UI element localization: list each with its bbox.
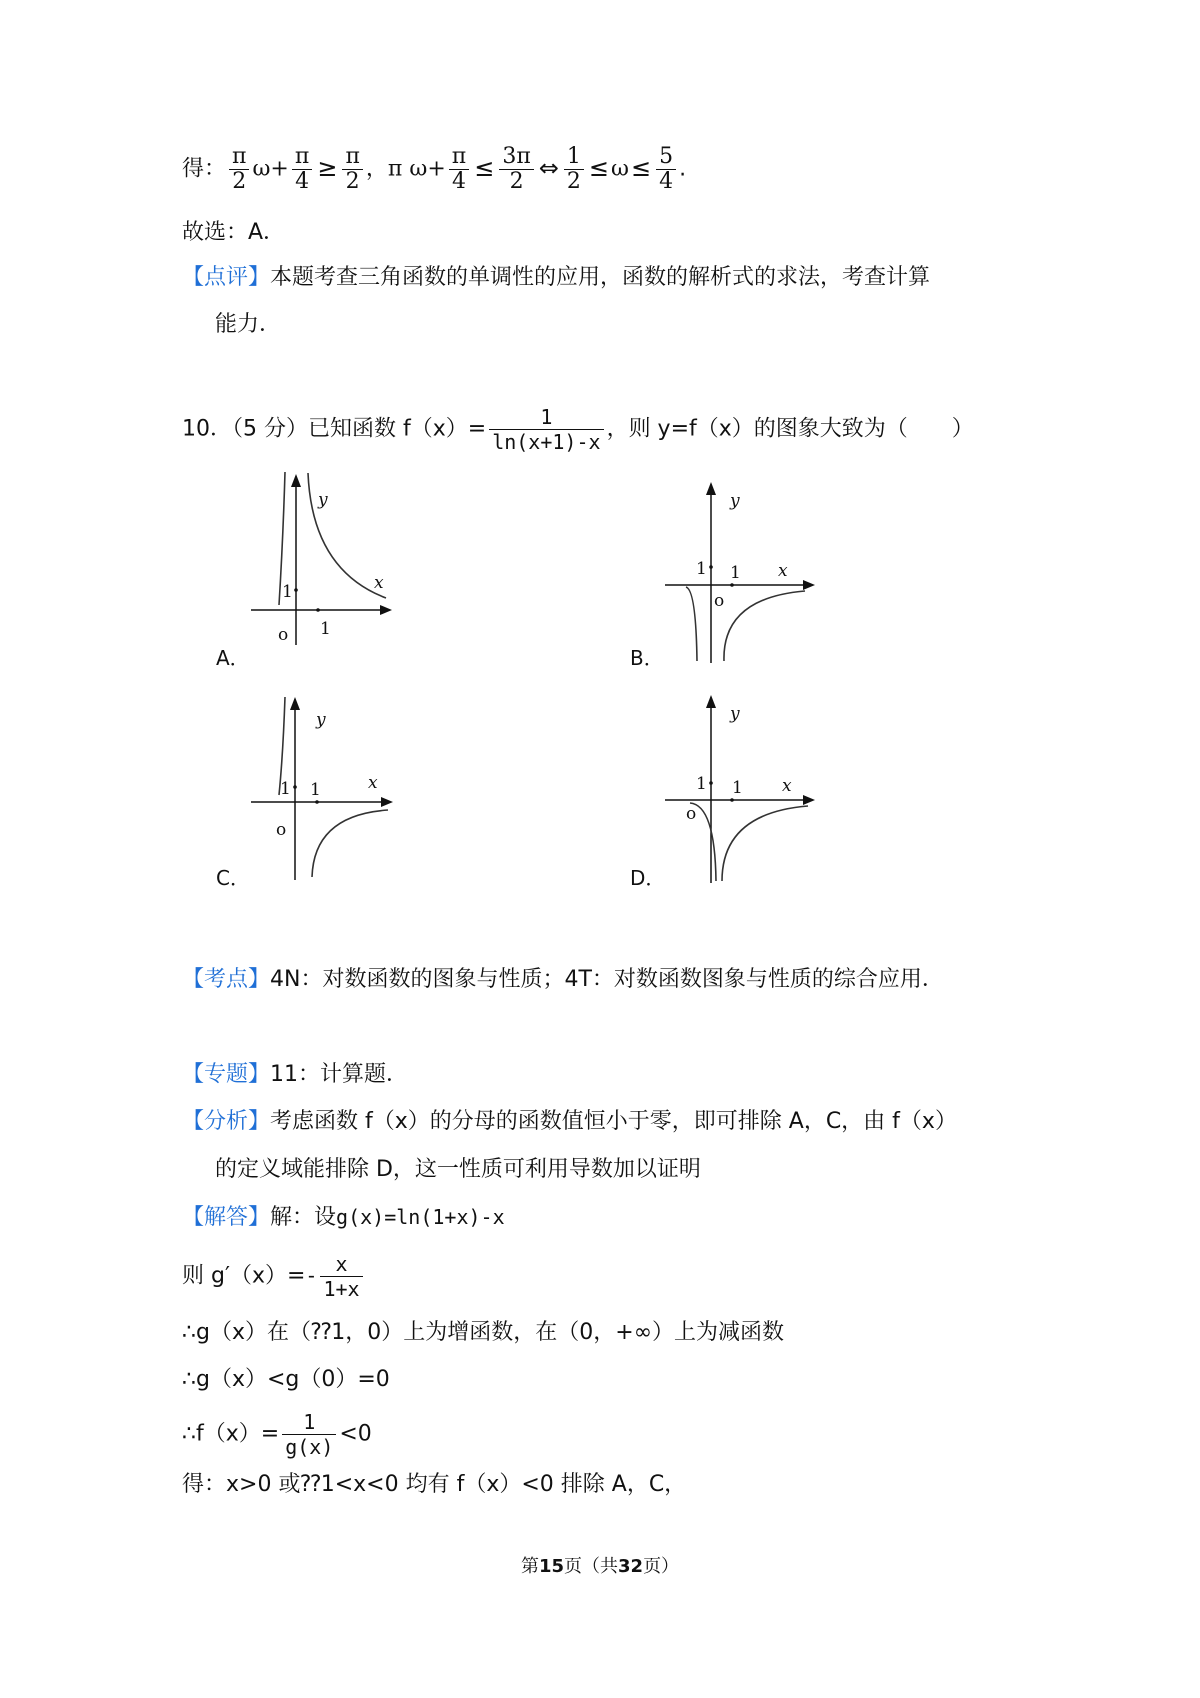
- page-number: 15: [538, 1556, 564, 1577]
- tick-y1: [709, 565, 713, 569]
- option-d-graph: [660, 693, 820, 883]
- right-branch: [312, 810, 388, 877]
- x-arrow-icon: [381, 797, 393, 807]
- footer-post: 页）: [643, 1556, 680, 1577]
- question-fraction: $\frac{1}{\ln(x+1)-x}$: [489, 405, 603, 454]
- prefix: 得：: [182, 156, 227, 182]
- option-b-label: B．: [630, 646, 664, 670]
- x-tick-label: 1: [320, 619, 331, 639]
- g-definition: g(x)=ln(1+x)-x: [336, 1205, 505, 1229]
- tick-y1: [293, 785, 297, 789]
- ge-sign: ≥: [317, 153, 338, 182]
- omega: ω: [611, 156, 629, 182]
- f-suffix: <0: [339, 1421, 372, 1447]
- minus-sign: -: [305, 1263, 318, 1288]
- answer-line: 故选：A．: [182, 220, 286, 245]
- jieda-tag: 【解答】: [182, 1205, 271, 1230]
- option-c-graph: [246, 695, 396, 880]
- f-fraction: $\frac{1}{g(x)}$: [282, 1410, 336, 1459]
- comment-line: [182, 263, 930, 293]
- derivative-prefix: 则 g′（x）=: [182, 1263, 306, 1289]
- tick-x1: [315, 800, 319, 804]
- right-branch: [722, 806, 808, 881]
- zhuanti-text: 11：计算题．: [270, 1062, 409, 1087]
- fenxi-continuation: 的定义域能排除 D，这一性质可利用导数加以证明: [215, 1157, 701, 1182]
- option-b-graph: [660, 478, 820, 663]
- pi-omega-term: π ω+: [387, 156, 446, 182]
- f-negative-line: [182, 1410, 372, 1459]
- comment-tag: 【点评】: [182, 265, 271, 290]
- frac-1-2: $\frac{1}{2}$: [564, 145, 584, 194]
- f-prefix: ∴f（x）=: [182, 1421, 280, 1447]
- option-a-label: A．: [216, 646, 250, 670]
- fenxi-tag: 【分析】: [182, 1109, 271, 1134]
- x-axis-label: x: [778, 561, 788, 581]
- fenxi-line: [182, 1107, 957, 1137]
- iff-sign: ⇔: [538, 153, 559, 182]
- g-negative-line: ∴g（x）<g（0）=0: [182, 1367, 390, 1392]
- frac-pi-4: $\frac{\pi}{4}$: [292, 145, 312, 194]
- footer-pre: 第: [520, 1556, 539, 1577]
- question-suffix: ，则 y=f（x）的图象大致为（ ）: [606, 416, 974, 442]
- option-c-label: C．: [216, 866, 250, 890]
- right-branch: [724, 591, 805, 661]
- x-axis-label: x: [374, 573, 384, 593]
- jieda-prefix: 解：设: [270, 1205, 337, 1230]
- page-total: 32: [618, 1556, 644, 1577]
- fenxi-text: 考虑函数 f（x）的分母的函数值恒小于零，即可排除 A，C，由 f（x）: [270, 1109, 957, 1134]
- y-arrow-icon: [706, 482, 716, 495]
- separator: ，: [365, 156, 388, 182]
- derivative-line: [182, 1252, 366, 1301]
- frac-5-4: $\frac{5}{4}$: [656, 145, 676, 194]
- kaodian-line: [182, 965, 944, 995]
- comment-continuation: 能力．: [215, 312, 282, 337]
- tick-x1: [316, 608, 320, 612]
- footer-mid: 页（共: [564, 1556, 618, 1577]
- y-axis-label: y: [730, 491, 740, 511]
- x-tick-label: 1: [310, 780, 321, 800]
- origin-label: o: [278, 625, 289, 645]
- zhuanti-line: [182, 1060, 408, 1090]
- option-d-label: D．: [630, 866, 666, 890]
- tick-y1: [709, 781, 713, 785]
- x-axis-label: x: [368, 773, 378, 793]
- frac-pi-2b: $\frac{\pi}{2}$: [342, 145, 362, 194]
- y-tick-label: 1: [280, 779, 291, 799]
- frac-pi-2: $\frac{\pi}{2}$: [229, 145, 249, 194]
- option-a-graph: [246, 470, 396, 645]
- le-sign: ≤: [474, 153, 495, 182]
- x-arrow-icon: [803, 795, 815, 805]
- period: .: [679, 156, 687, 182]
- y-arrow-icon: [706, 695, 716, 708]
- x-arrow-icon: [803, 580, 815, 590]
- prev-derivation-line: [182, 145, 686, 194]
- x-tick-label: 1: [730, 563, 741, 583]
- monotonic-line: ∴g（x）在（⁇1，0）上为增函数，在（0，+∞）上为减函数: [182, 1320, 785, 1345]
- tick-y1: [294, 588, 298, 592]
- y-arrow-icon: [291, 474, 301, 487]
- x-tick-label: 1: [732, 778, 743, 798]
- origin-label: o: [276, 820, 287, 840]
- y-tick-label: 1: [282, 582, 293, 602]
- comment-text: 本题考查三角函数的单调性的应用，函数的解析式的求法，考查计算: [270, 265, 931, 290]
- question-prefix: 10．（5 分）已知函数 f（x）=: [182, 416, 487, 442]
- y-axis-label: y: [318, 490, 328, 510]
- tick-x1: [730, 583, 734, 587]
- omega-term: ω+: [252, 156, 289, 182]
- frac-pi-4b: $\frac{\pi}{4}$: [449, 145, 469, 194]
- y-tick-label: 1: [696, 774, 707, 794]
- page-footer: [0, 1552, 1200, 1578]
- origin-label: o: [686, 804, 697, 824]
- left-branch: [686, 587, 697, 661]
- kaodian-tag: 【考点】: [182, 967, 271, 992]
- y-arrow-icon: [290, 697, 300, 710]
- frac-3pi-2: $\frac{3\pi}{2}$: [499, 145, 533, 194]
- tick-x1: [730, 798, 734, 802]
- y-axis-label: y: [316, 710, 326, 730]
- x-arrow-icon: [380, 605, 392, 615]
- derivative-fraction: $\frac{x}{1+x}$: [320, 1252, 362, 1301]
- kaodian-text: 4N：对数函数的图象与性质；4T：对数函数图象与性质的综合应用．: [270, 967, 944, 992]
- question-10: [182, 405, 974, 454]
- le-sign-2: ≤: [588, 153, 610, 182]
- le-sign-3: ≤: [630, 153, 652, 182]
- jieda-line: [182, 1202, 505, 1233]
- conclusion-line: 得：x>0 或⁇1<x<0 均有 f（x）<0 排除 A，C，: [182, 1472, 687, 1497]
- x-axis-label: x: [782, 776, 792, 796]
- zhuanti-tag: 【专题】: [182, 1062, 271, 1087]
- y-axis-label: y: [730, 704, 740, 724]
- origin-label: o: [714, 591, 725, 611]
- y-tick-label: 1: [696, 559, 707, 579]
